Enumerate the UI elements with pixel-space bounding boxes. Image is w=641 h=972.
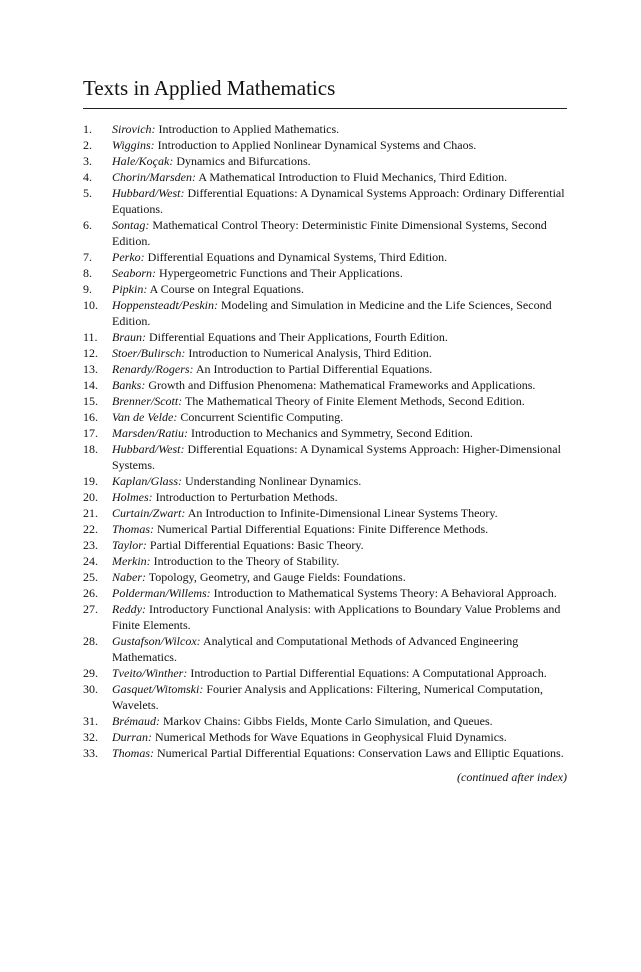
list-item bbox=[83, 409, 567, 425]
item-number: 25. bbox=[83, 570, 98, 584]
item-author: Van de Velde: bbox=[112, 410, 178, 424]
item-title: A Course on Integral Equations. bbox=[149, 282, 304, 296]
item-entry bbox=[112, 249, 567, 265]
item-title: Numerical Partial Differential Equations: Conservation Laws and Elliptic Equations. bbox=[157, 746, 564, 760]
item-author: Hale/Koçak: bbox=[112, 154, 174, 168]
item-entry bbox=[112, 393, 567, 409]
item-title: Introduction to Applied Mathematics. bbox=[158, 122, 340, 136]
list-item bbox=[83, 521, 567, 537]
item-number: 19. bbox=[83, 474, 98, 488]
item-entry bbox=[112, 473, 567, 489]
item-number: 17. bbox=[83, 426, 98, 440]
item-entry bbox=[112, 185, 567, 217]
list-item bbox=[83, 553, 567, 569]
title-rule bbox=[83, 108, 567, 109]
item-number: 6. bbox=[83, 218, 92, 232]
list-item bbox=[83, 665, 567, 681]
item-title: Partial Differential Equations: Basic Theory. bbox=[149, 538, 364, 552]
item-number: 7. bbox=[83, 250, 92, 264]
item-title: Introduction to the Theory of Stability. bbox=[153, 554, 340, 568]
item-title: Introduction to Mechanics and Symmetry, Second Edition. bbox=[191, 426, 473, 440]
item-title: Introduction to Perturbation Methods. bbox=[155, 490, 338, 504]
item-author: Hoppensteadt/Peskin: bbox=[112, 298, 218, 312]
item-number: 9. bbox=[83, 282, 92, 296]
list-item bbox=[83, 681, 567, 713]
item-entry bbox=[112, 553, 567, 569]
item-title: Differential Equations and Their Applications, Fourth Edition. bbox=[149, 330, 448, 344]
item-title: Topology, Geometry, and Gauge Fields: Foundations. bbox=[148, 570, 406, 584]
item-number: 5. bbox=[83, 186, 92, 200]
item-author: Kaplan/Glass: bbox=[112, 474, 183, 488]
list-item bbox=[83, 393, 567, 409]
item-author: Curtain/Zwart: bbox=[112, 506, 186, 520]
item-entry bbox=[112, 681, 567, 713]
item-title: Fourier Analysis and Applications: Filtering, Numerical Computation, Wavelets. bbox=[112, 682, 543, 712]
item-number: 23. bbox=[83, 538, 98, 552]
list-item bbox=[83, 361, 567, 377]
item-author: Gustafson/Wilcox: bbox=[112, 634, 201, 648]
list-item bbox=[83, 345, 567, 361]
item-title: Introduction to Numerical Analysis, Third Edition. bbox=[188, 346, 432, 360]
item-author: Taylor: bbox=[112, 538, 147, 552]
list-item bbox=[83, 713, 567, 729]
item-author: Pipkin: bbox=[112, 282, 148, 296]
list-item bbox=[83, 505, 567, 521]
list-item bbox=[83, 473, 567, 489]
item-title: Differential Equations: A Dynamical Systems Approach: Ordinary Differential Equations. bbox=[112, 186, 565, 216]
item-number: 8. bbox=[83, 266, 92, 280]
item-entry bbox=[112, 521, 567, 537]
item-number: 24. bbox=[83, 554, 98, 568]
item-author: Holmes: bbox=[112, 490, 153, 504]
list-item bbox=[83, 153, 567, 169]
item-author: Tveito/Winther: bbox=[112, 666, 188, 680]
item-entry bbox=[112, 281, 567, 297]
list-item bbox=[83, 537, 567, 553]
item-entry bbox=[112, 297, 567, 329]
item-number: 1. bbox=[83, 122, 92, 136]
item-author: Seaborn: bbox=[112, 266, 156, 280]
item-entry bbox=[112, 137, 567, 153]
item-number: 12. bbox=[83, 346, 98, 360]
item-author: Gasquet/Witomski: bbox=[112, 682, 204, 696]
page-title: Texts in Applied Mathematics bbox=[83, 76, 336, 100]
item-title: Dynamics and Bifurcations. bbox=[176, 154, 311, 168]
item-author: Durran: bbox=[112, 730, 153, 744]
item-author: Sontag: bbox=[112, 218, 150, 232]
item-title: Introductory Functional Analysis: with Applications to Boundary Value Problems and Finite Elements. bbox=[112, 602, 561, 632]
item-author: Hubbard/West: bbox=[112, 442, 185, 456]
item-entry bbox=[112, 361, 567, 377]
item-number: 20. bbox=[83, 490, 98, 504]
item-author: Polderman/Willems: bbox=[112, 586, 211, 600]
item-author: Brémaud: bbox=[112, 714, 160, 728]
item-title: An Introduction to Infinite-Dimensional Linear Systems Theory. bbox=[187, 506, 498, 520]
item-entry bbox=[112, 217, 567, 249]
list-item bbox=[83, 441, 567, 473]
item-author: Brenner/Scott: bbox=[112, 394, 183, 408]
item-title: Numerical Partial Differential Equations: Finite Difference Methods. bbox=[157, 522, 489, 536]
item-number: 11. bbox=[83, 330, 98, 344]
item-title: Introduction to Mathematical Systems Theory: A Behavioral Approach. bbox=[213, 586, 557, 600]
item-title: Hypergeometric Functions and Their Applications. bbox=[159, 266, 403, 280]
item-entry bbox=[112, 345, 567, 361]
list-item bbox=[83, 601, 567, 633]
item-author: Reddy: bbox=[112, 602, 146, 616]
item-entry bbox=[112, 153, 567, 169]
list-item bbox=[83, 297, 567, 329]
item-number: 13. bbox=[83, 362, 98, 376]
item-number: 33. bbox=[83, 746, 98, 760]
book-list bbox=[83, 121, 567, 761]
item-author: Hubbard/West: bbox=[112, 186, 185, 200]
item-title: Modeling and Simulation in Medicine and the Life Sciences, Second Edition. bbox=[112, 298, 552, 328]
item-number: 2. bbox=[83, 138, 92, 152]
item-entry bbox=[112, 425, 567, 441]
item-entry bbox=[112, 441, 567, 473]
item-author: Chorin/Marsden: bbox=[112, 170, 196, 184]
item-entry bbox=[112, 377, 567, 393]
item-author: Naber: bbox=[112, 570, 146, 584]
item-number: 26. bbox=[83, 586, 98, 600]
item-title: Concurrent Scientific Computing. bbox=[180, 410, 344, 424]
list-item bbox=[83, 745, 567, 761]
list-item bbox=[83, 185, 567, 217]
item-title: The Mathematical Theory of Finite Element Methods, Second Edition. bbox=[185, 394, 525, 408]
item-number: 27. bbox=[83, 602, 98, 616]
list-item bbox=[83, 169, 567, 185]
item-entry bbox=[112, 633, 567, 665]
item-number: 18. bbox=[83, 442, 98, 456]
item-entry bbox=[112, 121, 567, 137]
item-number: 14. bbox=[83, 378, 98, 392]
list-item bbox=[83, 281, 567, 297]
list-item bbox=[83, 729, 567, 745]
item-title: Differential Equations: A Dynamical Systems Approach: Higher-Dimensional Systems. bbox=[112, 442, 561, 472]
item-entry bbox=[112, 537, 567, 553]
list-item bbox=[83, 137, 567, 153]
item-entry bbox=[112, 505, 567, 521]
item-number: 3. bbox=[83, 154, 92, 168]
item-title: Mathematical Control Theory: Deterministic Finite Dimensional Systems, Second Edition. bbox=[112, 218, 547, 248]
list-item bbox=[83, 329, 567, 345]
item-entry bbox=[112, 489, 567, 505]
list-item bbox=[83, 489, 567, 505]
item-author: Thomas: bbox=[112, 522, 155, 536]
item-entry bbox=[112, 601, 567, 633]
item-title: Differential Equations and Dynamical Systems, Third Edition. bbox=[147, 250, 448, 264]
item-number: 21. bbox=[83, 506, 98, 520]
item-title: Numerical Methods for Wave Equations in Geophysical Fluid Dynamics. bbox=[155, 730, 507, 744]
list-item bbox=[83, 377, 567, 393]
item-number: 10. bbox=[83, 298, 98, 312]
item-entry bbox=[112, 409, 567, 425]
item-number: 22. bbox=[83, 522, 98, 536]
item-number: 29. bbox=[83, 666, 98, 680]
item-entry bbox=[112, 169, 567, 185]
list-item bbox=[83, 425, 567, 441]
item-author: Thomas: bbox=[112, 746, 155, 760]
item-author: Braun: bbox=[112, 330, 146, 344]
item-entry bbox=[112, 585, 567, 601]
item-entry bbox=[112, 569, 567, 585]
list-item bbox=[83, 633, 567, 665]
list-item bbox=[83, 585, 567, 601]
continued-note: (continued after index) bbox=[457, 770, 567, 784]
item-entry bbox=[112, 265, 567, 281]
item-number: 4. bbox=[83, 170, 92, 184]
item-number: 30. bbox=[83, 682, 98, 696]
item-number: 16. bbox=[83, 410, 98, 424]
item-entry bbox=[112, 713, 567, 729]
item-title: Markov Chains: Gibbs Fields, Monte Carlo Simulation, and Queues. bbox=[163, 714, 493, 728]
item-author: Perko: bbox=[112, 250, 145, 264]
item-title: Analytical and Computational Methods of Advanced Engineering Mathematics. bbox=[112, 634, 519, 664]
list-item bbox=[83, 569, 567, 585]
item-entry bbox=[112, 665, 567, 681]
item-number: 28. bbox=[83, 634, 98, 648]
item-title: Introduction to Applied Nonlinear Dynamical Systems and Chaos. bbox=[157, 138, 477, 152]
item-title: Understanding Nonlinear Dynamics. bbox=[185, 474, 362, 488]
item-entry bbox=[112, 729, 567, 745]
item-title: A Mathematical Introduction to Fluid Mechanics, Third Edition. bbox=[198, 170, 508, 184]
item-number: 32. bbox=[83, 730, 98, 744]
item-entry bbox=[112, 745, 567, 761]
item-author: Marsden/Ratiu: bbox=[112, 426, 188, 440]
item-title: An Introduction to Partial Differential Equations. bbox=[195, 362, 433, 376]
item-title: Introduction to Partial Differential Equations: A Computational Approach. bbox=[190, 666, 547, 680]
item-author: Sirovich: bbox=[112, 122, 156, 136]
list-item bbox=[83, 121, 567, 137]
item-author: Stoer/Bulirsch: bbox=[112, 346, 186, 360]
page-content bbox=[83, 74, 567, 785]
item-author: Wiggins: bbox=[112, 138, 155, 152]
list-item bbox=[83, 249, 567, 265]
item-entry bbox=[112, 329, 567, 345]
list-item bbox=[83, 265, 567, 281]
item-author: Merkin: bbox=[112, 554, 151, 568]
item-title: Growth and Diffusion Phenomena: Mathematical Frameworks and Applications. bbox=[148, 378, 536, 392]
item-number: 15. bbox=[83, 394, 98, 408]
list-item bbox=[83, 217, 567, 249]
item-number: 31. bbox=[83, 714, 98, 728]
item-author: Banks: bbox=[112, 378, 146, 392]
item-author: Renardy/Rogers: bbox=[112, 362, 194, 376]
